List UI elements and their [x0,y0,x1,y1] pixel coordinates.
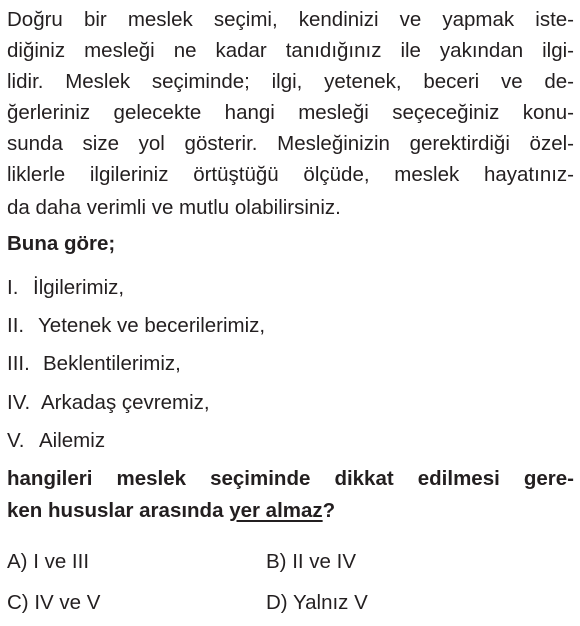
passage-line: liklerle ilgileriniz örtüştüğü ölçüde, meslek hayatınız- [7,163,574,186]
question-line [7,496,335,526]
option-d[interactable]: D) Yalnız V [266,591,368,614]
passage-line: da daha verimli ve mutlu olabilirsiniz. [7,196,341,219]
statement-number: II. [7,314,25,337]
question-lead: Buna göre; [7,232,116,255]
passage-line: sunda size yol gösterir. Mesleğinizin gerektirdiği özel- [7,132,574,155]
passage-line: ğerleriniz gelecekte hangi mesleği seçeceğiniz konu- [7,101,574,124]
statement-item [7,349,181,379]
statement-item [7,388,210,418]
statement-item [7,273,124,303]
option-a[interactable]: A) I ve III [7,550,90,573]
statement-text: Arkadaş çevremiz, [41,391,210,414]
statement-text: Ailemiz [39,429,106,452]
statement-text: İlgilerimiz, [33,276,125,299]
option-b[interactable]: B) II ve IV [266,550,356,573]
statement-text: Yetenek ve becerilerimiz, [38,314,266,337]
option-c[interactable]: C) IV ve V [7,591,101,614]
statement-number: V. [7,429,25,452]
passage-line: Doğru bir meslek seçimi, kendinizi ve yapmak iste- [7,8,574,31]
passage-line: lidir. Meslek seçiminde; ilgi, yetenek, beceri ve de- [7,70,574,93]
statement-number: I. [7,276,19,299]
statement-item [7,311,265,341]
question-line: hangileri meslek seçiminde dikkat edilmesi gere- [7,467,574,490]
statement-text: Beklentilerimiz, [43,352,181,375]
question-text: ken hususlar arasında [7,499,230,522]
statement-number: III. [7,352,30,375]
statement-item [7,426,105,456]
statement-number: IV. [7,391,31,414]
question-mark: ? [322,499,336,522]
question-emphasis: yer almaz [229,499,323,522]
passage-line: diğiniz mesleği ne kadar tanıdığınız ile yakından ilgi- [7,39,574,62]
